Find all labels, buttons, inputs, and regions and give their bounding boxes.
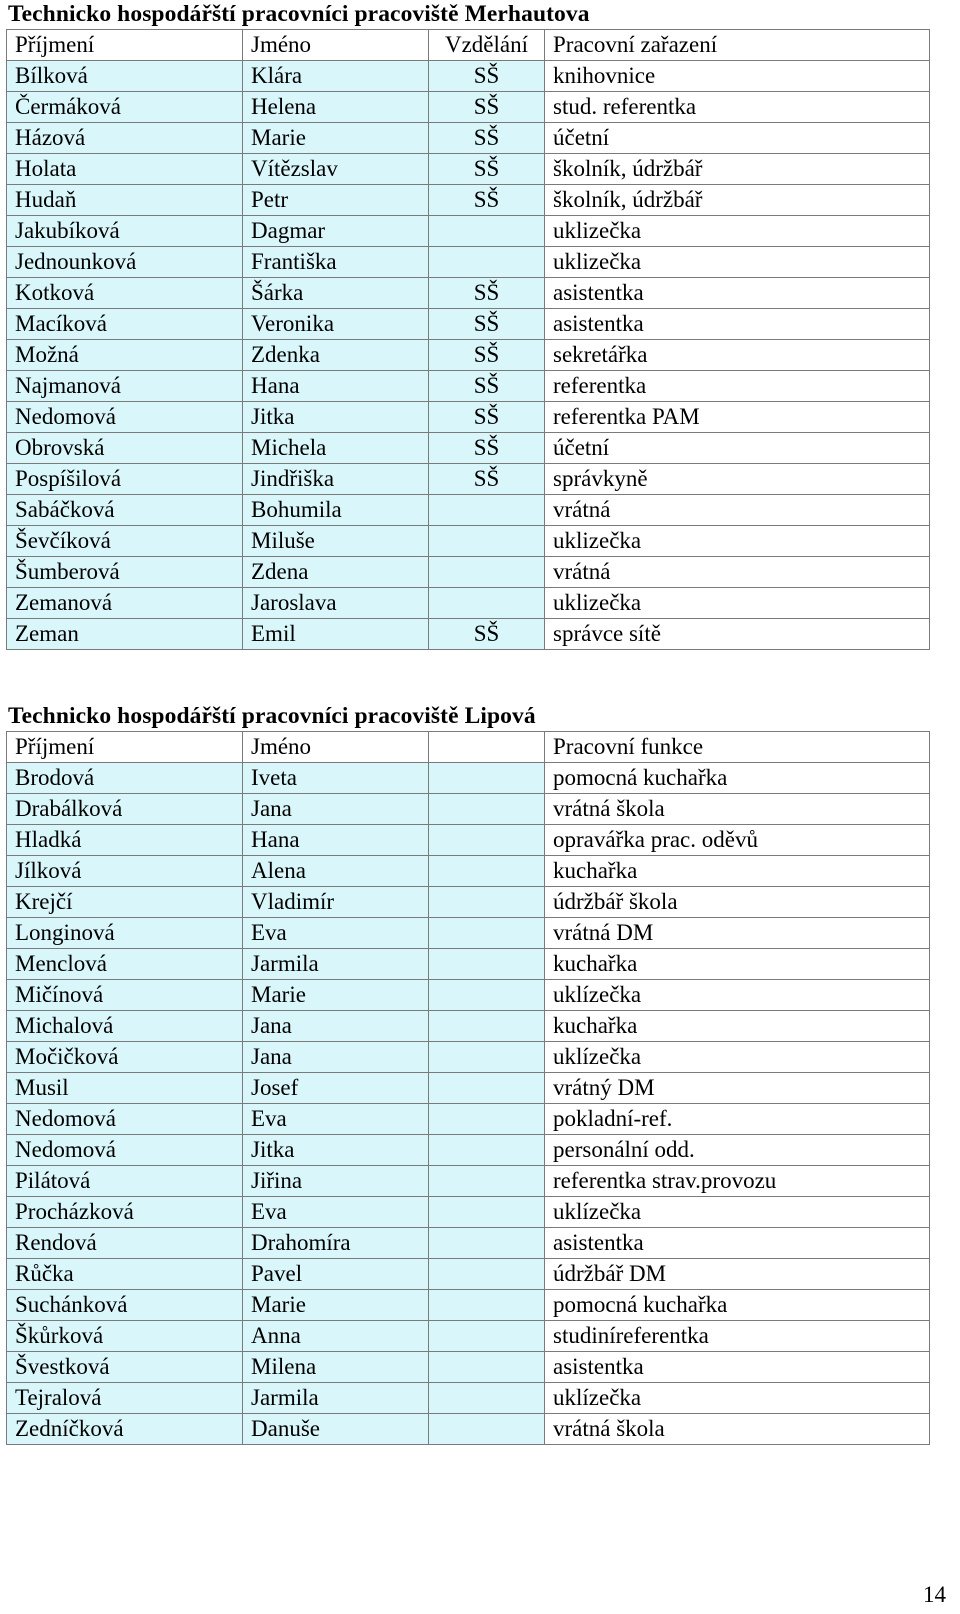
first-name-cell: Drahomíra xyxy=(243,1228,429,1259)
table-row xyxy=(7,433,930,464)
table-row xyxy=(7,1073,930,1104)
first-name-cell: Josef xyxy=(243,1073,429,1104)
position-cell: asistentka xyxy=(545,1352,930,1383)
surname-cell: Hudaň xyxy=(7,185,243,216)
position-cell: stud. referentka xyxy=(545,92,930,123)
table-row xyxy=(7,949,930,980)
surname-cell: Zemanová xyxy=(7,588,243,619)
surname-cell: Holata xyxy=(7,154,243,185)
first-name-cell: Jarmila xyxy=(243,949,429,980)
section-title: Technicko hospodářští pracovníci pracoviště Lipová xyxy=(8,703,536,729)
surname-cell: Možná xyxy=(7,340,243,371)
education-cell xyxy=(429,1352,545,1383)
surname-cell: Pospíšilová xyxy=(7,464,243,495)
position-cell: personální odd. xyxy=(545,1135,930,1166)
education-cell xyxy=(429,918,545,949)
surname-cell: Musil xyxy=(7,1073,243,1104)
position-cell: účetní xyxy=(545,123,930,154)
table-row xyxy=(7,1352,930,1383)
first-name-cell: Hana xyxy=(243,825,429,856)
table-row xyxy=(7,123,930,154)
table-row xyxy=(7,825,930,856)
first-name-cell: Marie xyxy=(243,980,429,1011)
education-cell xyxy=(429,216,545,247)
position-cell: asistentka xyxy=(545,309,930,340)
education-cell xyxy=(429,1414,545,1445)
table-header-row xyxy=(7,30,930,61)
table-row xyxy=(7,588,930,619)
table-row xyxy=(7,464,930,495)
education-cell xyxy=(429,1383,545,1414)
position-cell: referentka xyxy=(545,371,930,402)
position-cell: správkyně xyxy=(545,464,930,495)
surname-cell: Suchánková xyxy=(7,1290,243,1321)
surname-cell: Házová xyxy=(7,123,243,154)
first-name-cell: Zdenka xyxy=(243,340,429,371)
position-cell: sekretářka xyxy=(545,340,930,371)
education-cell xyxy=(429,856,545,887)
surname-cell: Macíková xyxy=(7,309,243,340)
position-cell: opravářka prac. oděvů xyxy=(545,825,930,856)
first-name-cell: Jana xyxy=(243,1011,429,1042)
education-cell xyxy=(429,1259,545,1290)
table-row xyxy=(7,1321,930,1352)
first-name-cell: Veronika xyxy=(243,309,429,340)
education-cell xyxy=(429,1197,545,1228)
education-cell: SŠ xyxy=(429,464,545,495)
position-cell: uklízečka xyxy=(545,1197,930,1228)
education-cell xyxy=(429,247,545,278)
table-row xyxy=(7,61,930,92)
education-cell xyxy=(429,1321,545,1352)
first-name-cell: Eva xyxy=(243,1197,429,1228)
education-cell xyxy=(429,1166,545,1197)
first-name-cell: Miluše xyxy=(243,526,429,557)
surname-cell: Nedomová xyxy=(7,1104,243,1135)
education-cell xyxy=(429,1073,545,1104)
first-name-cell: Klára xyxy=(243,61,429,92)
table-row xyxy=(7,1042,930,1073)
first-name-cell: Šárka xyxy=(243,278,429,309)
first-name-cell: Jitka xyxy=(243,1135,429,1166)
surname-cell: Tejralová xyxy=(7,1383,243,1414)
table-row xyxy=(7,763,930,794)
table-row xyxy=(7,1414,930,1445)
surname-cell: Najmanová xyxy=(7,371,243,402)
position-cell: vrátná xyxy=(545,495,930,526)
table-row xyxy=(7,278,930,309)
table-row xyxy=(7,1011,930,1042)
first-name-cell: Eva xyxy=(243,1104,429,1135)
page-number: 14 xyxy=(923,1582,946,1607)
table-row xyxy=(7,619,930,650)
position-cell: studiníreferentka xyxy=(545,1321,930,1352)
table-row xyxy=(7,1135,930,1166)
position-cell: uklízečka xyxy=(545,1383,930,1414)
education-cell: SŠ xyxy=(429,340,545,371)
surname-cell: Zedníčková xyxy=(7,1414,243,1445)
surname-cell: Pilátová xyxy=(7,1166,243,1197)
position-cell: asistentka xyxy=(545,278,930,309)
table-row xyxy=(7,557,930,588)
position-cell: pomocná kuchařka xyxy=(545,763,930,794)
education-cell xyxy=(429,980,545,1011)
education-cell xyxy=(429,1104,545,1135)
surname-cell: Krejčí xyxy=(7,887,243,918)
first-name-cell: Bohumila xyxy=(243,495,429,526)
first-name-cell: Jiřina xyxy=(243,1166,429,1197)
position-cell: Pracovní zařazení xyxy=(545,30,930,61)
education-cell: SŠ xyxy=(429,371,545,402)
position-cell: údržbář škola xyxy=(545,887,930,918)
table-row xyxy=(7,918,930,949)
education-cell: SŠ xyxy=(429,433,545,464)
first-name-cell: Eva xyxy=(243,918,429,949)
education-cell xyxy=(429,1290,545,1321)
position-cell: uklízečka xyxy=(545,1042,930,1073)
first-name-cell: Jana xyxy=(243,794,429,825)
education-cell xyxy=(429,1042,545,1073)
table-row xyxy=(7,1197,930,1228)
surname-cell: Longinová xyxy=(7,918,243,949)
first-name-cell: Danuše xyxy=(243,1414,429,1445)
surname-cell: Zeman xyxy=(7,619,243,650)
position-cell: pomocná kuchařka xyxy=(545,1290,930,1321)
education-cell: SŠ xyxy=(429,619,545,650)
position-cell: referentka PAM xyxy=(545,402,930,433)
position-cell: uklizečka xyxy=(545,588,930,619)
position-cell: kuchařka xyxy=(545,1011,930,1042)
surname-cell: Příjmení xyxy=(7,30,243,61)
first-name-cell: Jarmila xyxy=(243,1383,429,1414)
table-row xyxy=(7,247,930,278)
table-row xyxy=(7,526,930,557)
position-cell: pokladní-ref. xyxy=(545,1104,930,1135)
education-cell xyxy=(429,495,545,526)
staff-table xyxy=(6,29,930,650)
education-cell xyxy=(429,825,545,856)
position-cell: účetní xyxy=(545,433,930,464)
education-cell xyxy=(429,763,545,794)
surname-cell: Nedomová xyxy=(7,402,243,433)
table-row xyxy=(7,371,930,402)
surname-cell: Hladká xyxy=(7,825,243,856)
position-cell: asistentka xyxy=(545,1228,930,1259)
surname-cell: Růčka xyxy=(7,1259,243,1290)
surname-cell: Jednounková xyxy=(7,247,243,278)
first-name-cell: Vítězslav xyxy=(243,154,429,185)
education-cell: SŠ xyxy=(429,61,545,92)
first-name-cell: Michela xyxy=(243,433,429,464)
table-row xyxy=(7,1166,930,1197)
surname-cell: Příjmení xyxy=(7,732,243,763)
first-name-cell: Marie xyxy=(243,123,429,154)
first-name-cell: Františka xyxy=(243,247,429,278)
surname-cell: Bílková xyxy=(7,61,243,92)
table-row xyxy=(7,1383,930,1414)
position-cell: vrátná DM xyxy=(545,918,930,949)
position-cell: uklizečka xyxy=(545,247,930,278)
first-name-cell: Zdena xyxy=(243,557,429,588)
first-name-cell: Jindřiška xyxy=(243,464,429,495)
position-cell: vrátná škola xyxy=(545,1414,930,1445)
first-name-cell: Helena xyxy=(243,92,429,123)
education-cell: SŠ xyxy=(429,309,545,340)
position-cell: referentka strav.provozu xyxy=(545,1166,930,1197)
surname-cell: Škůrková xyxy=(7,1321,243,1352)
first-name-cell: Marie xyxy=(243,1290,429,1321)
surname-cell: Michalová xyxy=(7,1011,243,1042)
surname-cell: Rendová xyxy=(7,1228,243,1259)
surname-cell: Procházková xyxy=(7,1197,243,1228)
surname-cell: Šumberová xyxy=(7,557,243,588)
first-name-cell: Emil xyxy=(243,619,429,650)
position-cell: školník, údržbář xyxy=(545,185,930,216)
education-cell xyxy=(429,949,545,980)
education-cell xyxy=(429,794,545,825)
first-name-cell: Iveta xyxy=(243,763,429,794)
education-cell xyxy=(429,887,545,918)
first-name-cell: Jméno xyxy=(243,732,429,763)
position-cell: knihovnice xyxy=(545,61,930,92)
education-cell: SŠ xyxy=(429,402,545,433)
surname-cell: Močičková xyxy=(7,1042,243,1073)
education-cell xyxy=(429,1135,545,1166)
first-name-cell: Jana xyxy=(243,1042,429,1073)
position-cell: uklízečka xyxy=(545,980,930,1011)
table-row xyxy=(7,1259,930,1290)
first-name-cell: Milena xyxy=(243,1352,429,1383)
table-row xyxy=(7,340,930,371)
position-cell: uklizečka xyxy=(545,526,930,557)
position-cell: kuchařka xyxy=(545,949,930,980)
education-cell: SŠ xyxy=(429,92,545,123)
surname-cell: Jílková xyxy=(7,856,243,887)
first-name-cell: Jitka xyxy=(243,402,429,433)
section-merhautova xyxy=(6,0,930,650)
first-name-cell: Alena xyxy=(243,856,429,887)
surname-cell: Mičínová xyxy=(7,980,243,1011)
table-row xyxy=(7,794,930,825)
surname-cell: Menclová xyxy=(7,949,243,980)
table-row xyxy=(7,980,930,1011)
table-row xyxy=(7,402,930,433)
table-row xyxy=(7,856,930,887)
education-cell: SŠ xyxy=(429,278,545,309)
education-cell: SŠ xyxy=(429,154,545,185)
surname-cell: Nedomová xyxy=(7,1135,243,1166)
position-cell: správce sítě xyxy=(545,619,930,650)
position-cell: kuchařka xyxy=(545,856,930,887)
table-row xyxy=(7,154,930,185)
surname-cell: Obrovská xyxy=(7,433,243,464)
table-row xyxy=(7,185,930,216)
education-cell: Vzdělání xyxy=(429,30,545,61)
position-cell: Pracovní funkce xyxy=(545,732,930,763)
first-name-cell: Jaroslava xyxy=(243,588,429,619)
surname-cell: Kotková xyxy=(7,278,243,309)
surname-cell: Ševčíková xyxy=(7,526,243,557)
staff-table xyxy=(6,731,930,1445)
table-row xyxy=(7,309,930,340)
first-name-cell: Jméno xyxy=(243,30,429,61)
table-row xyxy=(7,1104,930,1135)
table-row xyxy=(7,495,930,526)
table-row xyxy=(7,887,930,918)
education-cell xyxy=(429,732,545,763)
surname-cell: Jakubíková xyxy=(7,216,243,247)
section-title: Technicko hospodářští pracovníci pracoviště Merhautova xyxy=(8,1,590,27)
position-cell: údržbář DM xyxy=(545,1259,930,1290)
position-cell: vrátná xyxy=(545,557,930,588)
table-row xyxy=(7,1290,930,1321)
position-cell: uklizečka xyxy=(545,216,930,247)
table-header-row xyxy=(7,732,930,763)
first-name-cell: Pavel xyxy=(243,1259,429,1290)
education-cell xyxy=(429,526,545,557)
surname-cell: Švestková xyxy=(7,1352,243,1383)
surname-cell: Sabáčková xyxy=(7,495,243,526)
position-cell: vrátná škola xyxy=(545,794,930,825)
table-row xyxy=(7,216,930,247)
table-row xyxy=(7,1228,930,1259)
education-cell xyxy=(429,588,545,619)
position-cell: školník, údržbář xyxy=(545,154,930,185)
position-cell: vrátný DM xyxy=(545,1073,930,1104)
first-name-cell: Vladimír xyxy=(243,887,429,918)
education-cell xyxy=(429,1011,545,1042)
education-cell: SŠ xyxy=(429,185,545,216)
first-name-cell: Petr xyxy=(243,185,429,216)
surname-cell: Brodová xyxy=(7,763,243,794)
education-cell xyxy=(429,1228,545,1259)
first-name-cell: Dagmar xyxy=(243,216,429,247)
surname-cell: Drabálková xyxy=(7,794,243,825)
section-lipova xyxy=(6,702,930,1445)
education-cell: SŠ xyxy=(429,123,545,154)
education-cell xyxy=(429,557,545,588)
surname-cell: Čermáková xyxy=(7,92,243,123)
first-name-cell: Hana xyxy=(243,371,429,402)
first-name-cell: Anna xyxy=(243,1321,429,1352)
table-row xyxy=(7,92,930,123)
